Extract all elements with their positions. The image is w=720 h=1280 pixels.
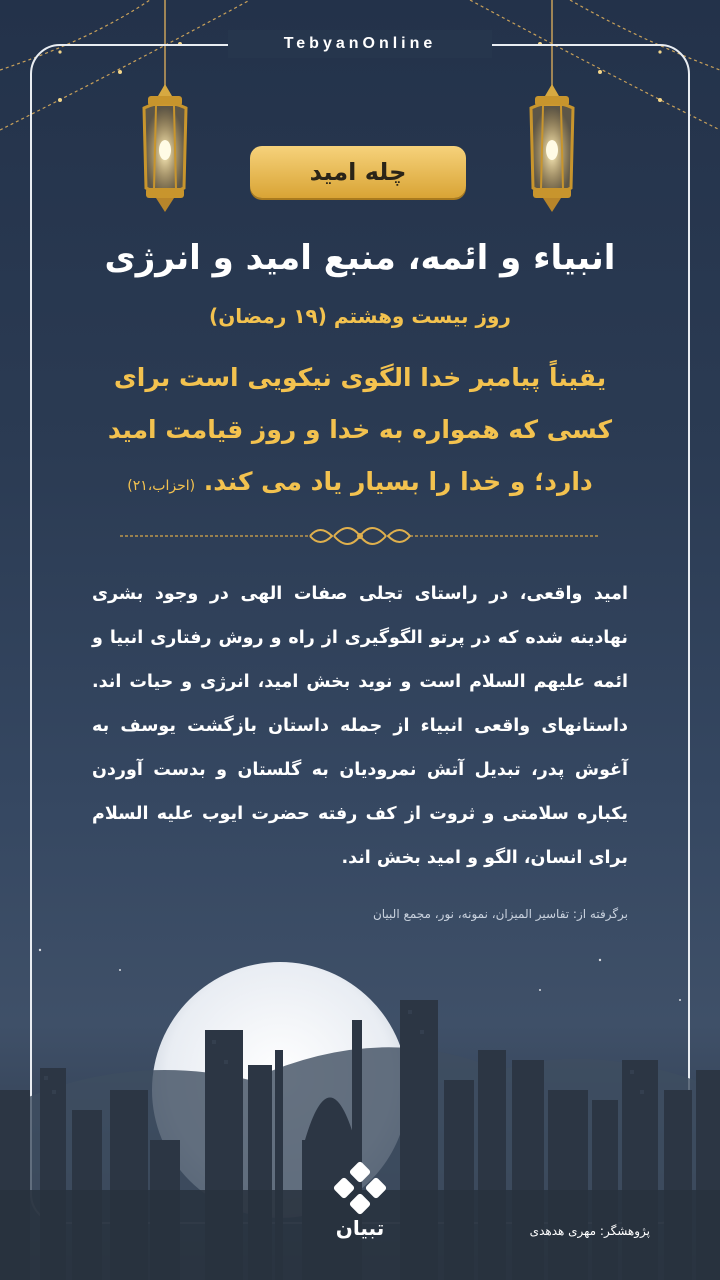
logo-wordmark: تبیان [335, 1216, 385, 1240]
brand-name: TebyanOnline [283, 35, 437, 52]
day-subtitle: روز بیست وهشتم (۱۹ رمضان) [209, 304, 511, 328]
verse-text: یقیناً پیامبر خدا الگوی نیکویی است برای کسی که همواره به خدا و روز قیامت امید دارد؛ و خدا را بسیار یاد می کند. [107, 363, 613, 496]
lantern-icon [130, 84, 200, 214]
source-note: برگرفته از: تفاسیر المیزان، نمونه، نور، مجمع البیان [372, 907, 628, 921]
lantern-icon [517, 84, 587, 214]
page-title: انبیاء و ائمه، منبع امید و انرژی [104, 238, 616, 278]
researcher-credit: پژوهشگر: مهری هدهدی [529, 1224, 650, 1238]
verse-reference: (احزاب،۲۱) [127, 478, 196, 494]
quran-verse [100, 352, 620, 512]
series-badge: چله امید [250, 146, 466, 198]
ornament-divider [120, 518, 600, 554]
body-text: امید واقعی، در راستای تجلی صفات الهی در وجود بشری نهادینه شده که در پرتو الگوگیری از راه و روش رفتاری انبیا و ائمه علیهم السلام است و نوید بخش امید، انرژی و حیات اند. داستانهای واقعی انبیاء از جمله داستان بازگشت یوسف به آغوش پدر، تبدیل آتش نمرودیان به گلستان و بدست آوردن یکباره سلامتی و ثروت از کف رفته حضرت ایوب علیه السلام برای انسان، الگو و امید بخش اند. [92, 584, 628, 868]
